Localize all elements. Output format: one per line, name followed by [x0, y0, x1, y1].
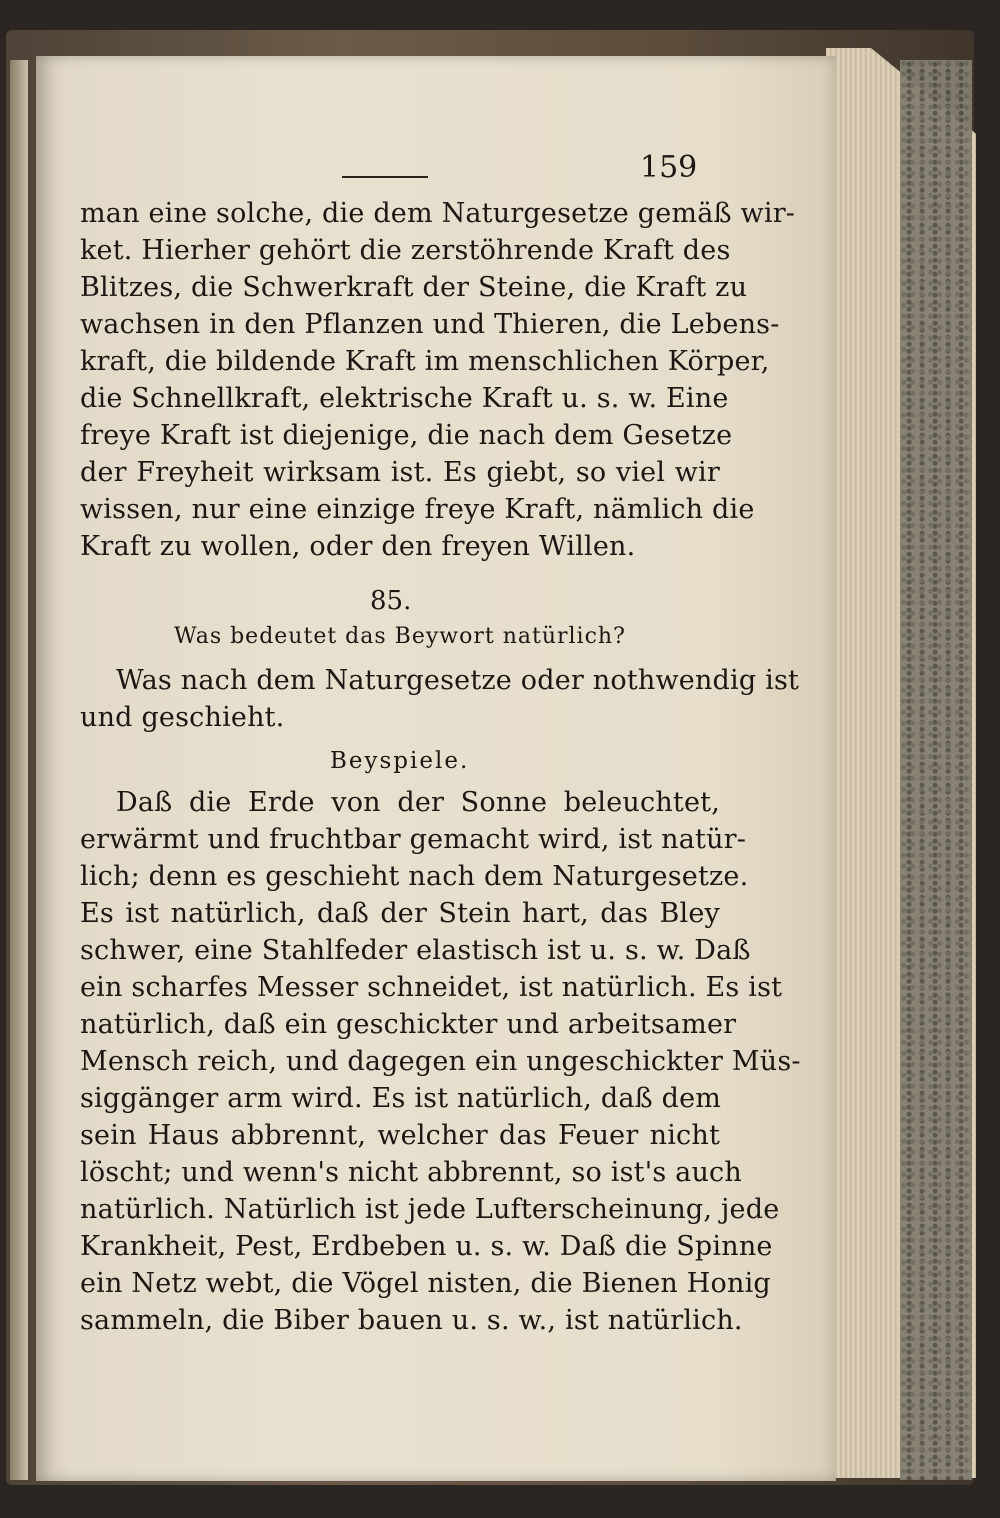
left-page-edge	[10, 60, 28, 1480]
text-line: löscht; und wenn's nicht abbrennt, so ist's auch	[80, 1157, 742, 1188]
section-question: Was bedeutet das Beywort natürlich?	[174, 624, 626, 649]
text-line: Es ist natürlich, daß der Stein hart, das Bley	[80, 898, 720, 929]
text-line: Blitzes, die Schwerkraft der Steine, die Kraft zu	[80, 272, 748, 303]
text-line: sein Haus abbrennt, welcher das Feuer nicht	[80, 1120, 720, 1151]
text-line: ket. Hierher gehört die zerstöhrende Kraft des	[80, 235, 731, 266]
text-line: freye Kraft ist diejenige, die nach dem Gesetze	[80, 420, 733, 451]
text-line: Kraft zu wollen, oder den freyen Willen.	[80, 531, 636, 562]
text-line: der Freyheit wirksam ist. Es giebt, so viel wir	[80, 457, 720, 488]
text-line: kraft, die bildende Kraft im menschlichen Körper,	[80, 346, 770, 377]
text-line: wissen, nur eine einzige freye Kraft, nämlich die	[80, 494, 755, 525]
text-line: wachsen in den Pflanzen und Thieren, die Lebens-	[80, 309, 780, 340]
text-line: natürlich. Natürlich ist jede Lufterscheinung, jede	[80, 1194, 780, 1225]
text-line: man eine solche, die dem Naturgesetze gemäß wir-	[80, 198, 796, 229]
text-line: natürlich, daß ein geschickter und arbeitsamer	[80, 1009, 737, 1040]
text-line: ein Netz webt, die Vögel nisten, die Bienen Honig	[80, 1268, 771, 1299]
examples-heading: Beyspiele.	[330, 748, 470, 774]
answer-paragraph	[80, 662, 800, 736]
text-line: ein scharfes Messer schneidet, ist natürlich. Es ist	[80, 972, 783, 1003]
text-line: Was nach dem Naturgesetze oder nothwendig ist	[116, 665, 800, 696]
examples-paragraph	[80, 784, 801, 1339]
text-line: erwärmt und fruchtbar gemacht wird, ist natür-	[80, 824, 747, 855]
header-rule	[342, 176, 428, 178]
right-cover-board	[900, 60, 972, 1480]
text-line: die Schnellkraft, elektrische Kraft u. s. w. Eine	[80, 383, 729, 414]
text-line: schwer, eine Stahlfeder elastisch ist u. s. w. Daß	[80, 935, 751, 966]
text-line: Mensch reich, und dagegen ein ungeschickter Müs-	[80, 1046, 801, 1077]
text-line: und geschieht.	[80, 702, 285, 733]
text-line: sammeln, die Biber bauen u. s. w., ist natürlich.	[80, 1305, 743, 1336]
text-line: Krankheit, Pest, Erdbeben u. s. w. Daß die Spinne	[80, 1231, 773, 1262]
section-number: 85.	[370, 586, 412, 616]
text-line: siggänger arm wird. Es ist natürlich, daß dem	[80, 1083, 722, 1114]
paragraph-continued	[80, 195, 796, 565]
page-number: 159	[640, 150, 698, 185]
text-line: Daß die Erde von der Sonne beleuchtet,	[116, 787, 720, 818]
text-line: lich; denn es geschieht nach dem Naturgesetze.	[80, 861, 749, 892]
